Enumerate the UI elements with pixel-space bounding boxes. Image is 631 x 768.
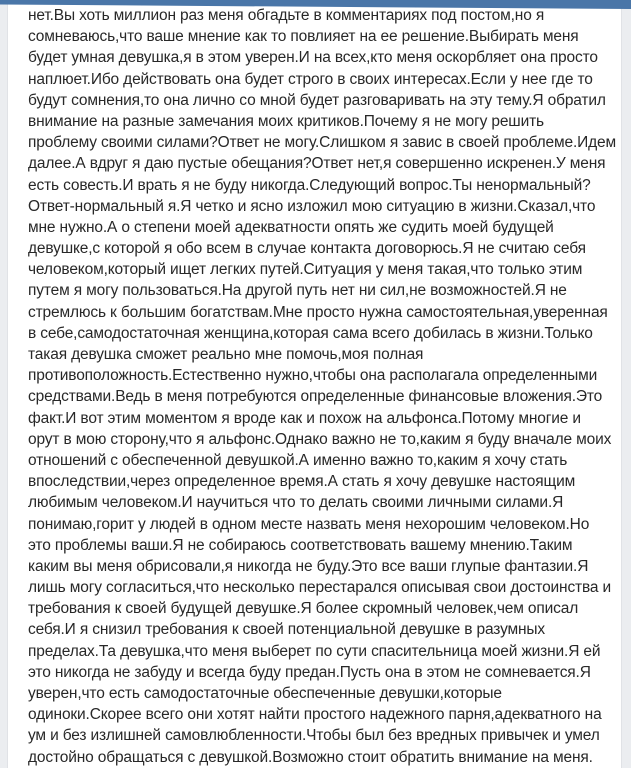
post-text-line: лишь могу согласиться,что несколько перестарался описывая свои достоинства и xyxy=(28,579,612,597)
post-text-line: сомневаюсь,что ваше мнение как то повлияет на ее решение.Выбирать меня xyxy=(28,28,579,46)
post-text-line: достойно обращаться с девушкой.Возможно стоит обратить внимание на меня. xyxy=(28,748,593,766)
post-text-line: уверен,что есть самодостаточные обеспеченные девушки,которые xyxy=(28,685,502,702)
post-text-line: далее.А вдруг я даю пустые обещания?Ответ нет,я совершенно искренен.У меня xyxy=(28,155,606,173)
post-text-line: нет.Вы хоть миллион раз меня обгадьте в комментариях под постом,но я xyxy=(28,7,545,24)
post-text-line: есть совесть.И врать я не буду никогда.Следующий вопрос.Ты ненормальный? xyxy=(28,176,591,194)
post-text-line: противоположность.Естественно нужно,чтобы она располагала определенными xyxy=(28,367,598,385)
post-text-line: проблему своими силами?Ответ не могу.Слишком я завис в своей проблеме.Идем xyxy=(28,134,616,152)
post-text-line: в себе,самодостаточная женщина,которая сама всего добилась в жизни.Только xyxy=(28,324,593,342)
post-text-line: факт.И вот этим моментом я вроде как и похож на альфонса.Потому многие и xyxy=(28,409,581,427)
post-text-line: такая девушка сможет реально мне помочь,моя полная xyxy=(28,346,424,363)
post-text-line: каким вы меня обрисовали,я никогда не буду.Это все ваши глупые фантазии.Я xyxy=(28,557,589,575)
post-text-line: внимание на разные замечания моих критиков.Почему я не могу решить xyxy=(28,112,544,130)
post-text-line: Ответ-нормальный я.Я четко и ясно изложил мою ситуацию в жизни.Сказал,что xyxy=(28,197,596,215)
post-text-line: путем я могу пользоваться.На другой путь нет ни сил,не возможностей.Я не xyxy=(28,282,567,300)
post-text-line: требования к своей будущей девушке.Я более скромный человек,чем описал xyxy=(28,600,579,618)
post-text-line: орут в мою сторону,что я альфонс.Однако важно не то,каким я буду вначале моих xyxy=(28,430,612,448)
post-text xyxy=(8,0,621,768)
post-text-line: человеком,который ищет легких путей.Ситуация у меня такая,что только этим xyxy=(28,261,583,279)
post-text-line: будут сомнения,то она лично со мной будет разговаривать на эту тему.Я обратил xyxy=(28,91,606,109)
post-text-line: впоследствии,через определенное время.А стать я хочу девушке настоящим xyxy=(28,473,576,491)
post-text-line: любимым человеком.И научиться что то делать своими личными силами.Я xyxy=(28,494,564,512)
post-text-line: понимаю,горит у людей в одном месте назвать меня нехорошим человеком.Но xyxy=(28,515,590,533)
post-text-line: одиноки.Скорее всего они хотят найти простого надежного парня,адекватного на xyxy=(28,706,602,724)
post-text-line: девушке,с которой я обо всем в случае контакта договорюсь.Я не считаю себя xyxy=(28,240,586,258)
post-text-line: пределах.Та девушка,что меня выберет по сути спасительница моей жизни.Я ей xyxy=(28,642,601,660)
post-text-line: средствами.Ведь в меня потребуются определенные финансовые вложения.Это xyxy=(28,388,603,406)
post-content-card xyxy=(7,0,622,768)
post-text-line: наплюет.Ибо действовать она будет строго в своих интересах.Если у нее где то xyxy=(28,70,593,88)
post-text-line: ум и без излишней самовлюбленности.Чтобы был без вредных привычек и умел xyxy=(28,727,600,745)
post-text-line: мне нужно.А о степени моей адекватности опять же судить моей будущей xyxy=(28,218,554,236)
post-text-line: отношений с обеспеченной девушкой.А именно важно то,каким я хочу стать xyxy=(28,451,568,469)
post-text-line: это проблемы ваши.Я не собираюсь соответствовать вашему мнению.Таким xyxy=(28,536,573,554)
post-text-line: стремлюсь к большим богатствам.Мне просто нужна самостоятельная,уверенная xyxy=(28,303,608,321)
post-text-line: это никогда не забуду и всегда буду предан.Пусть она в этом не сомневается.Я xyxy=(28,663,591,681)
post-text-line: будет умная девушка,я в этом уверен.И на всех,кто меня оскорбляет она просто xyxy=(28,49,598,67)
post-text-line: себя.И я снизил требования к своей потенциальной девушке в разумных xyxy=(28,621,546,639)
